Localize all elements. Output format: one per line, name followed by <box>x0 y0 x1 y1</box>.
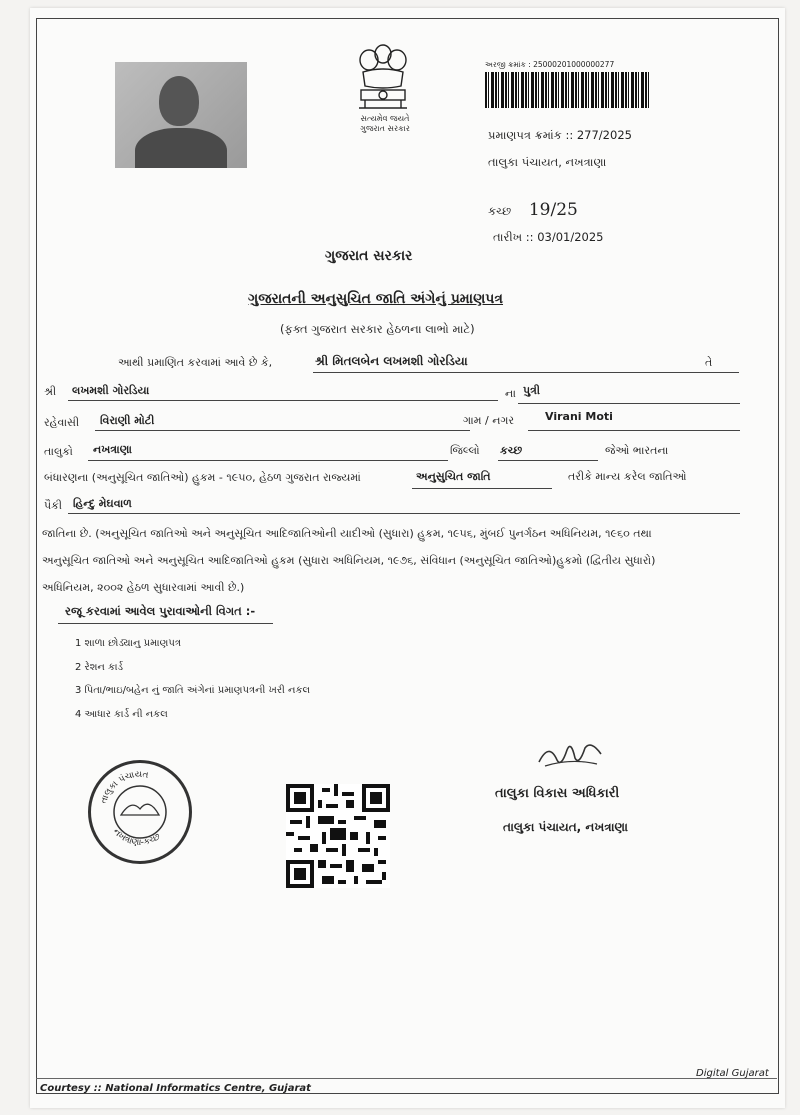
issuing-office: તાલુકા પંચાયત, નખત્રાણા <box>488 155 607 169</box>
footer-left: Courtesy :: National Informatics Centre, Gujarat <box>40 1083 311 1094</box>
certificate-note: (ફક્ત ગુજરાત સરકાર હેઠળના લાભો માટે) <box>280 322 475 336</box>
na-label: ના <box>505 387 516 400</box>
legal-line-1: જાતિના છે. (અનુસૂચિત જાતિઓ અને અનુસૂચિત આદિજાતિઓની યાદીઓ (સુધારા) હુકમ, ૧૯૫૬, મુંબઈ પુનર્ગઠન અધિનિયમ, ૧૯૬૦ તથા <box>42 527 652 540</box>
applicant-photo <box>115 62 247 168</box>
constitution-text: બંધારણના (અનુસૂચિત જાતિઓ) હુકમ - ૧૯૫૦, હેઠળ ગુજરાત રાજ્યમાં <box>44 471 361 484</box>
village-english: Virani Moti <box>545 410 613 423</box>
qr-code <box>286 784 390 888</box>
paiki-label: પૈકી <box>44 499 63 512</box>
relation: પુત્રી <box>523 384 541 397</box>
taluka-label: તાલુકો <box>44 445 73 458</box>
serial-number: અરજી ક્રમાંક : 25000201000000277 <box>485 60 615 69</box>
seal-text-bottom: નખત્રાણા-કચ્છ <box>110 826 163 849</box>
document-item-2: 2 રેશન કાર્ડ <box>75 662 124 673</box>
document-item-3: 3 પિતા/ભાઇ/બહેન નું જાતિ અંગેનાં પ્રમાણપત્રની ખરી નકલ <box>75 685 311 696</box>
certificate-number: પ્રમાણપત્ર ક્રમાંક :: 277/2025 <box>488 128 632 142</box>
village-label: ગામ / નગર <box>463 414 515 427</box>
footer-right: Digital Gujarat <box>696 1068 769 1079</box>
legal-line-3: અધિનિયમ, ૨૦૦૨ હેઠળ સુધારવામાં આવી છે.) <box>42 581 245 594</box>
legal-paragraph <box>42 520 777 601</box>
document-item-1: 1 શાળા છોડ્યાનુ પ્રમાણપત્ર <box>75 638 181 649</box>
district-label: જિલ્લો <box>450 444 480 457</box>
caste-value: હિન્દુ મેઘવાળ <box>73 497 132 510</box>
certificate-title: ગુજરાતની અનુસુચિત જાતિ અંગેનું પ્રમાણપત્ર <box>248 291 504 307</box>
signatory-office: તાલુકા પંચાયત, નખત્રાણા <box>503 820 628 834</box>
certify-text: આથી પ્રમાણિત કરવામાં આવે છે કે, <box>118 356 273 369</box>
village-gujarati: વિરાણી મોટી <box>100 414 155 427</box>
legal-line-2: અનુસૂચિત જાતિઓ અને અનુસૂચિત આદિજાતિઓ હુકમ (સુધારા અધિનિયમ, ૧૯૭૬, સંવિધાન (અનુસૂચિત જાતિઓ)હુકમો (દ્વિતીય સુધારો) <box>42 554 656 567</box>
certificate-page <box>30 8 785 1108</box>
national-emblem-icon <box>345 38 421 116</box>
gov-title: ગુજરાત સરકાર <box>325 248 413 264</box>
documents-heading: રજૂ કરવામાં આવેલ પુરાવાઓની વિગત :- <box>65 604 256 618</box>
official-seal <box>88 760 192 864</box>
emblem-motto: સત્યમેવ જયતે <box>360 114 410 123</box>
seal-text-top: તાલુકા પંચાયત <box>99 769 150 806</box>
shri-label: શ્રી <box>44 385 57 398</box>
district-value: કચ્છ <box>500 444 523 457</box>
signatory-title: તાલુકા વિકાસ અધિકારી <box>495 786 620 801</box>
handwritten-ref: 19/25 <box>528 200 578 220</box>
barcode <box>485 72 650 108</box>
document-item-4: 4 આધાર કાર્ડ ની નકલ <box>75 709 168 720</box>
name-tail: તે <box>705 356 713 369</box>
recognized-text: તરીકે માન્ય કરેલ જાતિઓ <box>568 470 687 483</box>
taluka-value: નખત્રાણા <box>93 443 132 456</box>
applicant-name: શ્રી મિતલબેન લખમશી ગોરડિયા <box>315 354 468 368</box>
emblem-gov: ગુજરાત સરકાર <box>360 124 410 133</box>
father-name: લખમશી ગોરડિયા <box>72 384 150 397</box>
reference-number: કચ્છ 19/25 <box>488 200 578 220</box>
emblem-caption <box>330 114 440 134</box>
signature-icon <box>535 736 607 776</box>
issue-date: તારીખ :: 03/01/2025 <box>493 230 604 244</box>
category-value: અનુસુચિત જાતિ <box>416 470 491 483</box>
resident-label: રહેવાસી <box>44 416 80 429</box>
see-label: જેઓ ભારતના <box>605 444 669 457</box>
